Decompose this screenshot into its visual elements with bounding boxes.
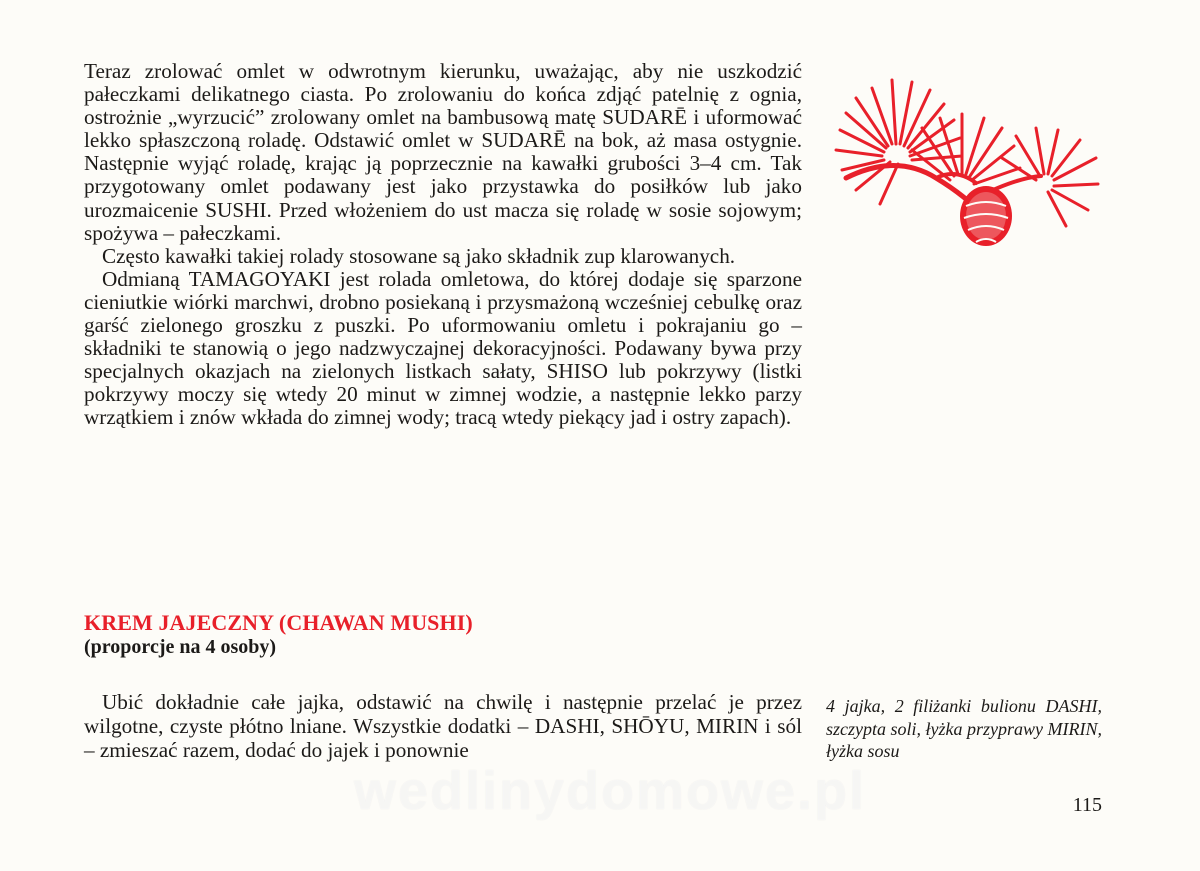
recipe-title: KREM JAJECZNY (CHAWAN MUSHI) [84,610,473,635]
page-number: 115 [1072,794,1102,816]
ingredients-list: 4 jajka, 2 filiżanki bulionu DASHI, szczypta soli, łyżka przyprawy MIRIN, łyżka sosu [826,696,1102,761]
recipe-subtitle: (proporcje na 4 osoby) [84,636,277,658]
paragraph-3: Odmianą TAMAGOYAKI jest rolada omletowa, do której dodaje się sparzone cieniutkie wiórki marchwi, drobno posiekaną i przysmażoną wcześniej cebulkę oraz garść zielonego groszku z puszki. Po uformowaniu omletu i pokrajaniu go – składniki te stanowią o jego nadzwyczajnej dekoracyjności. Podawany bywa przy specjalnych okazjach na zielonych listkach sałaty, SHISO lub pokrzywy (listki pokrzywy moczy się wtedy 20 minut w zimnej wodzie, a następnie lekko parzy wrzątkiem i znów wkłada do zimnej wody; tracą wtedy piekący jad i ostry zapach). [84,266,802,430]
pine-branch-icon [826,58,1104,250]
paragraph-1: Teraz zrolować omlet w odwrotnym kierunku, uważając, aby nie uszkodzić pałeczkami delikatnego ciasta. Po zrolowaniu do końca zdjąć patelnię z ognia, ostrożnie „wyrzucić” zrolowany omlet na bambusową matę SUDARĒ i uformować lekko spłaszczoną roladę. Odstawić omlet w SUDARĒ na bok, aż masa ostygnie. Następnie wyjąć roladę, krając ją poprzecznie na kawałki grubości 3–4 cm. Tak przygotowany omlet podawany jest jako przystawka do posiłków lub jako urozmaicenie SUSHI. Przed włożeniem do ust macza się roladę w sosie sojowym; spożywa – pałeczkami. [84,59,802,245]
body-text [84,60,802,430]
recipe-instructions: Ubić dokładnie całe jajka, odstawić na chwilę i następnie przelać je przez wilgotne, czyste płótno lniane. Wszystkie dodatki – DASHI, SHŌYU, MIRIN i sól – zmieszać razem, dodać do jajek i ponownie [84,690,802,762]
watermark: wedlinydomowe.pl [353,761,867,821]
paragraph-2: Często kawałki takiej rolady stosowane są jako składnik zup klarowanych. [102,243,736,268]
